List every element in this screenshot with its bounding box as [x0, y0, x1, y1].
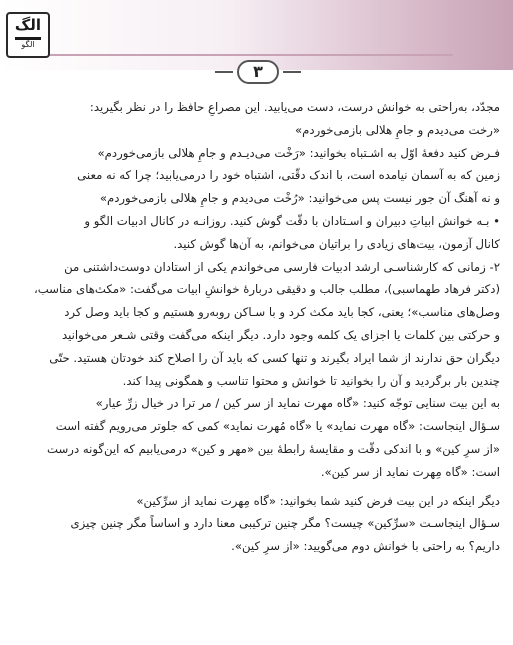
text-line: دیگر اینکه در این بیت فرض کنید شما بخوانید: «گاه مِهرت نماید از سرِّکین»	[136, 493, 500, 508]
paragraph	[16, 142, 500, 256]
text-line: ۲- زمانی که کارشناسـی ارشد ادبیات فارسی می‌خواندم یکی از استادان دوست‌داشتنی من	[64, 259, 500, 274]
text-line: دیگران حق ندارند از شما ایراد بگیرند و تنها کسی که باید آن را اصلاح کند خودتان هستید. حتّی	[49, 350, 500, 365]
text-line: و نه آهنگ آن جور نیست پس می‌خوانید: «رُخْت می‌دیدم و جامِ هلالی بازمی‌خوردم»	[99, 191, 500, 206]
text-line: سـؤال اینجاسـت «سرِّکین» چیست؟ مگر چنین ترکیبی معنا دارد و اساساً مگر چنین چیزی	[70, 516, 500, 531]
text-line: • بـه خوانش ابیاتِ دبیران و اسـتادان با دقّت گوش کنید. روزانـه در کانال ادبیات الگو و	[84, 213, 500, 228]
text-line: چندین بار برگردید و آن را بخوانید تا خوانش و محتوا تناسب و همگونی پیدا کند.	[122, 373, 500, 388]
text-line: (دکتر فرهاد طهماسبی)، مطلب جالب و دقیقی دربارهٔ خوانشِ ابیات می‌گفت: «مکث‌های مناسب،	[33, 282, 500, 297]
text-line: و حرکتی بین کلمات یا اجزای یک کلمه وجود دارد. دیگر اینکه می‌گفت وقتی شـعر می‌خوانید	[61, 327, 500, 342]
text-line: مجدّد، به‌راحتی به خوانش درست، دست می‌یابید. این مصراعِ حافظ را در نظر بگیرید:	[89, 100, 500, 114]
text-line: کانال آزمون، بیت‌های زیادی را براتیان می‌خوانم، به آن‌ها گوش کنید.	[173, 236, 500, 251]
header-rule	[15, 54, 453, 56]
paragraph	[16, 392, 500, 483]
text-line: وصل‌های مناسب»؛ یعنی، کجا باید مکث کرد و با سـاکن روبه‌رو هستیم و کجا باید وصل کرد	[64, 305, 500, 320]
text-line: به این بیت سنایی توجّه کنید: «گاه مهرت نماید از سر کین / مر ترا در خیال زرِّ عیار»	[95, 396, 500, 411]
text-line: سـؤال اینجاست: «گاه مهرت نماید» یا «گاه مُهرت نماید» کمی که جلوتر می‌رویم گفته است	[55, 419, 500, 434]
text-line: فـرض کنید دفعهٔ اوّل به اشـتباه بخوانید: «رَخْت می‌دیـدم و جامِ هلالی بازمی‌خوردم»	[97, 145, 500, 160]
ornament-right	[283, 71, 301, 73]
text-line: «از سرِ کین» و با اندکی دقّت و مقایسهٔ رابطهٔ بین «مهر و کین» درمی‌یابیم که این‌گونه درست	[47, 441, 500, 456]
paragraph	[16, 490, 500, 558]
text-line: داریم؟ به راحتی با خوانش دوم می‌گویید: «از سرِ کین».	[231, 539, 500, 554]
paragraph	[16, 96, 500, 142]
text-line: زمین که به آسمان نیامده است، با اندک دقّتی، اشتباه خود را درمی‌یابید؛ چرا که نه معنی	[77, 168, 500, 183]
text-line: «رخت می‌دیدم و جامِ هلالی بازمی‌خوردم»	[295, 122, 500, 137]
text-line: است: «گاه مِهرت نماید از سر کین».	[320, 464, 500, 479]
page-number: ۳	[237, 60, 279, 84]
paragraph	[16, 256, 500, 393]
ornament-left	[215, 71, 233, 73]
publisher-logo	[6, 12, 50, 58]
body-text	[16, 96, 500, 558]
logo-mark-icon: الگ	[14, 16, 42, 34]
logo-text: الگو	[21, 40, 35, 49]
